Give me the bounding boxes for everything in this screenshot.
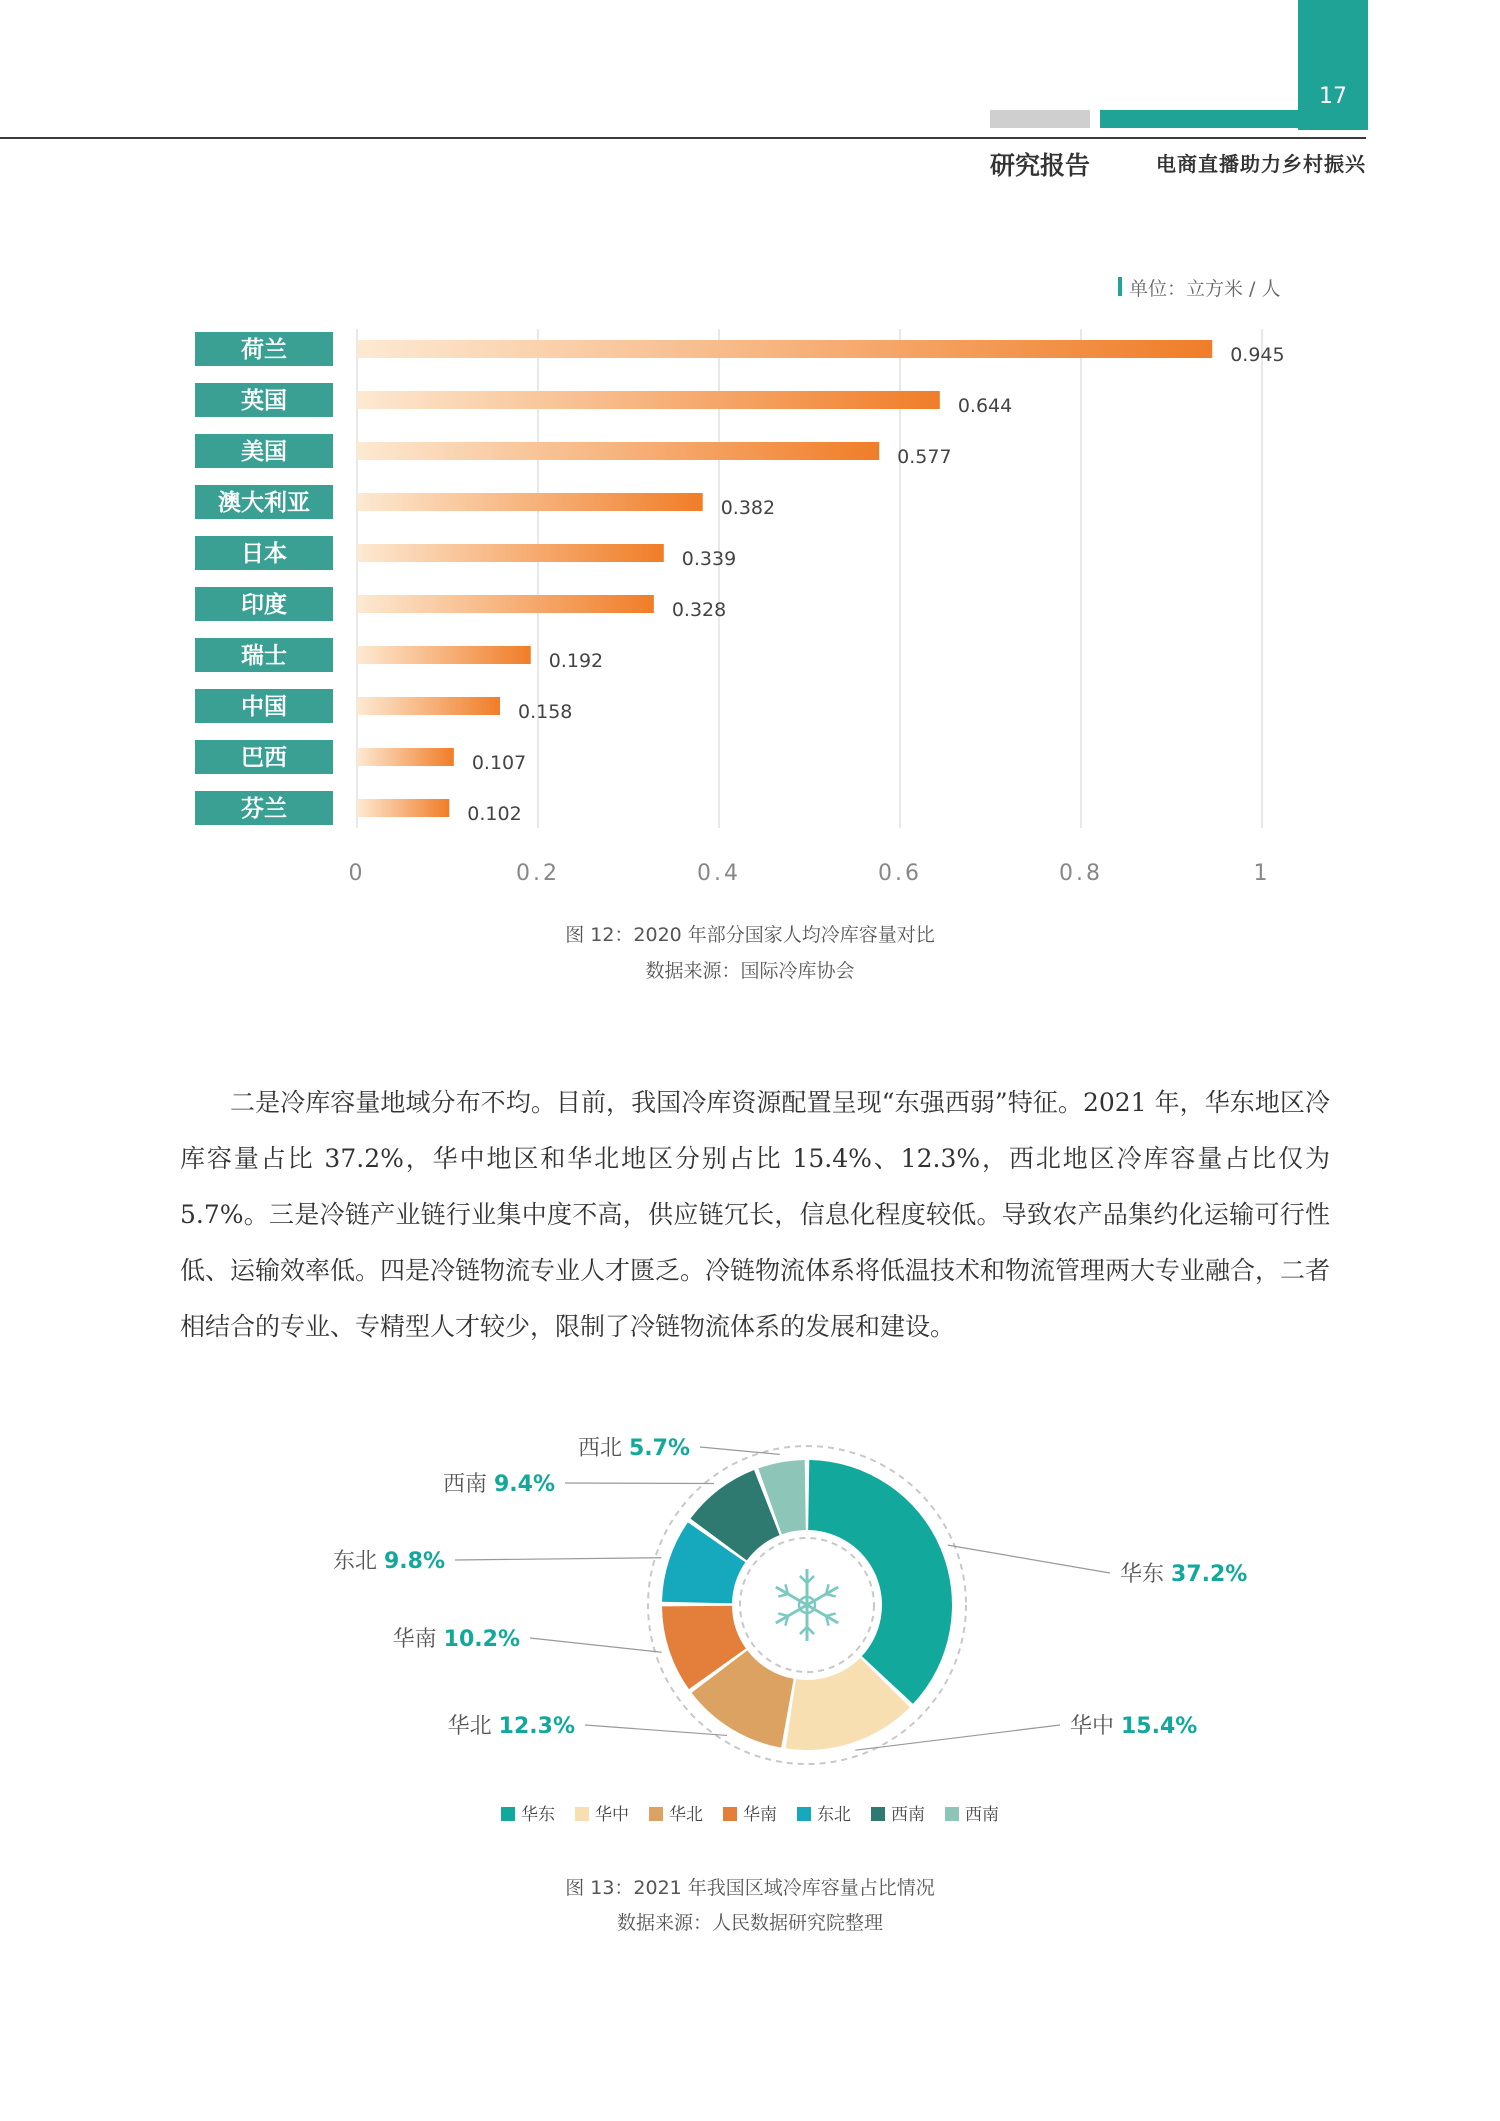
bar [357, 595, 654, 613]
legend-item [649, 1800, 703, 1825]
leader-line [565, 1483, 714, 1484]
figure-13-caption: 图 13：2021 年我国区域冷库容量占比情况 [565, 1877, 935, 1899]
slice-label: 西北 5.7% [577, 1436, 690, 1461]
legend-item [575, 1800, 629, 1825]
category-label: 美国 [241, 439, 287, 465]
legend-swatch [945, 1807, 959, 1821]
legend-label: 华南 [743, 1805, 777, 1825]
x-tick-label: 0.8 [1059, 861, 1103, 886]
category-label: 瑞士 [241, 643, 287, 669]
bar-value-label: 0.158 [517, 701, 573, 723]
legend-swatch [649, 1807, 663, 1821]
bar [357, 340, 1212, 358]
category-label: 荷兰 [241, 337, 287, 363]
legend-swatch [575, 1807, 589, 1821]
leader-line [530, 1638, 661, 1652]
unit-marker [1118, 277, 1122, 296]
paragraph-text: 二是冷库容量地域分布不均。目前，我国冷库资源配置呈现“东强西弱”特征。2021 年，华东地区冷库容量占比 37.2%，华中地区和华北地区分别占比 15.4%、12.3%，西北地区冷库容量占比仅为 5.7%。三是冷链产业链行业集中度不高，供应链冗长，信息化程度较低。导致农产品集约化运输可行性低、运输效率低。四是冷链物流专业人才匮乏。冷链物流体系将低温技术和物流管理两大专业融合，二者相结合的专业、专精型人才较少，限制了冷链物流体系的发展和建设。 [180, 1088, 1331, 1341]
category-label: 日本 [241, 541, 287, 567]
category-label: 印度 [241, 592, 287, 618]
report-label: 研究报告 [990, 151, 1091, 180]
bar [357, 799, 449, 817]
bar [357, 748, 454, 766]
figure-13-source: 数据来源：人民数据研究院整理 [616, 1912, 883, 1934]
legend-swatch [501, 1807, 515, 1821]
page-number: 17 [1319, 84, 1347, 109]
leader-line [455, 1558, 661, 1560]
legend-label: 华北 [669, 1805, 703, 1825]
legend-item [501, 1800, 555, 1825]
slice-label: 华东 37.2% [1120, 1562, 1248, 1587]
x-tick-label: 0.4 [697, 861, 741, 886]
donut-chart [0, 1420, 1500, 1790]
bar [357, 646, 531, 664]
header-gray-bar [990, 110, 1090, 128]
leader-line [855, 1725, 1060, 1750]
bar-value-label: 0.102 [467, 803, 522, 825]
legend-label: 华东 [521, 1805, 555, 1825]
x-tick-label: 0 [348, 861, 366, 886]
legend-item [945, 1800, 999, 1825]
bar-value-label: 0.107 [471, 752, 527, 774]
legend-swatch [871, 1807, 885, 1821]
donut-legend [0, 1800, 1500, 1825]
document-title: 电商直播助力乡村振兴 [1156, 152, 1366, 176]
bar-value-label: 0.577 [897, 446, 952, 468]
x-tick-label: 0.2 [516, 861, 560, 886]
legend-label: 华中 [595, 1805, 629, 1825]
legend-item [797, 1800, 851, 1825]
bar-chart [0, 300, 1500, 920]
category-label: 芬兰 [241, 796, 287, 822]
legend-swatch [797, 1807, 811, 1821]
body-paragraph [180, 1075, 1330, 1355]
slice-label: 西南 9.4% [442, 1472, 555, 1497]
bar [357, 544, 664, 562]
bar-value-label: 0.644 [957, 395, 1013, 417]
legend-item [871, 1800, 925, 1825]
category-label: 澳大利亚 [218, 490, 310, 516]
leader-line [585, 1725, 727, 1735]
x-tick-label: 1 [1253, 861, 1271, 886]
snowflake-icon [776, 1569, 838, 1641]
leader-line [948, 1545, 1110, 1573]
legend-label: 西南 [965, 1805, 999, 1825]
slice-label: 华南 10.2% [392, 1627, 520, 1652]
category-label: 英国 [241, 388, 287, 414]
bar [357, 391, 940, 409]
bar [357, 493, 703, 511]
bar-value-label: 0.945 [1230, 344, 1285, 366]
slice-label: 华中 15.4% [1070, 1714, 1198, 1739]
bar-value-label: 0.382 [720, 497, 776, 519]
slice-label: 东北 9.8% [332, 1549, 445, 1574]
legend-label: 东北 [817, 1805, 851, 1825]
header-rule [0, 137, 1366, 139]
header-teal-bar [1100, 110, 1298, 128]
unit-label: 单位：立方米 / 人 [1129, 278, 1281, 300]
legend-label: 西南 [891, 1805, 925, 1825]
category-label: 巴西 [241, 745, 287, 771]
bar [357, 442, 879, 460]
bar-value-label: 0.192 [548, 650, 604, 672]
category-label: 中国 [241, 694, 287, 720]
header-accent-block [1298, 0, 1368, 130]
figure-12-source: 数据来源：国际冷库协会 [645, 960, 855, 982]
x-tick-label: 0.6 [878, 861, 922, 886]
bar-value-label: 0.328 [671, 599, 727, 621]
legend-swatch [723, 1807, 737, 1821]
bar-value-label: 0.339 [681, 548, 737, 570]
slice-label: 华北 12.3% [447, 1714, 575, 1739]
legend-item [723, 1800, 777, 1825]
bar [357, 697, 500, 715]
figure-12-caption: 图 12：2020 年部分国家人均冷库容量对比 [565, 924, 935, 946]
